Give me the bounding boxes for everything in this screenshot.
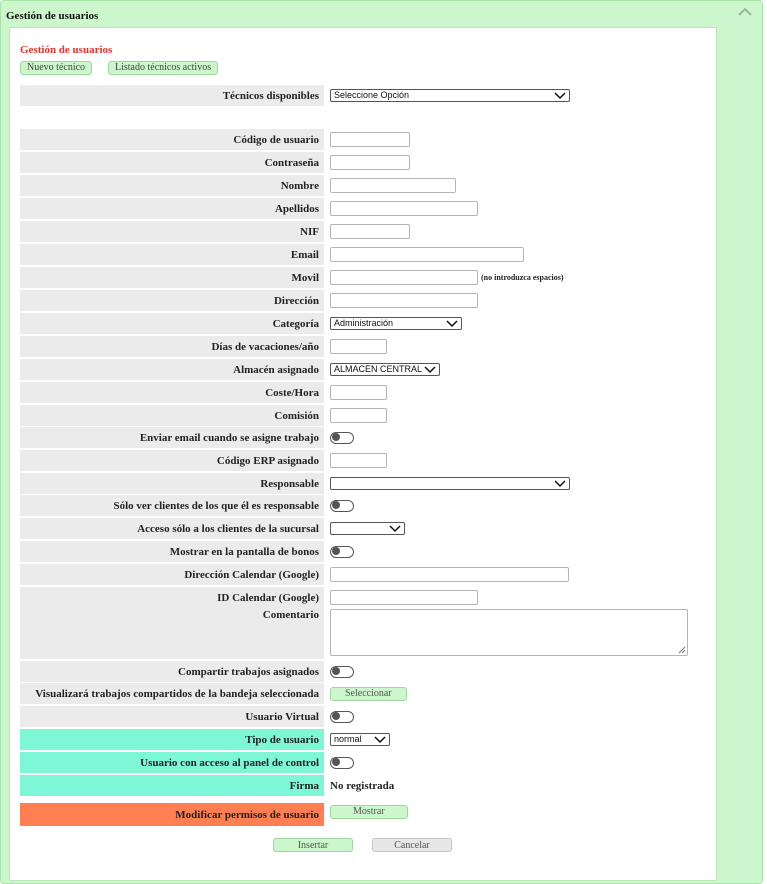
dias-input[interactable] — [330, 339, 387, 354]
row-nombre — [20, 175, 710, 196]
label-visualizara: Visualizará trabajos compartidos de la bandeja seleccionada — [20, 683, 324, 704]
row-modificar-permisos — [20, 803, 710, 826]
responsable-select[interactable] — [330, 477, 570, 490]
chevron-down-icon — [446, 319, 458, 328]
row-compartir — [20, 661, 710, 682]
codigo-erp-input[interactable] — [330, 453, 387, 468]
direccion-input[interactable] — [330, 293, 478, 308]
label-responsable: Responsable — [20, 473, 324, 494]
label-firma: Firma — [20, 775, 324, 796]
codigo-input[interactable] — [330, 132, 410, 147]
label-nombre: Nombre — [20, 175, 324, 196]
row-acceso-sucursal — [20, 518, 710, 539]
toggle-knob — [332, 547, 340, 555]
label-comentario: Comentario — [20, 606, 324, 659]
label-dir-calendar: Dirección Calendar (Google) — [20, 564, 324, 585]
coste-input[interactable] — [330, 385, 387, 400]
label-contrasena: Contraseña — [20, 152, 324, 173]
nombre-input[interactable] — [330, 178, 456, 193]
label-compartir: Compartir trabajos asignados — [20, 661, 324, 682]
usuario-virtual-toggle[interactable] — [330, 711, 354, 723]
mostrar-button[interactable]: Mostrar — [330, 805, 408, 819]
row-acceso-panel — [20, 752, 710, 773]
row-email — [20, 244, 710, 265]
row-solo-ver — [20, 495, 710, 516]
row-usuario-virtual — [20, 706, 710, 727]
firma-value: No registrada — [330, 779, 395, 792]
panel-title: Gestión de usuarios — [6, 10, 99, 22]
row-apellidos — [20, 198, 710, 219]
label-nif: NIF — [20, 221, 324, 242]
row-id-calendar — [20, 587, 710, 608]
row-categoria — [20, 313, 710, 334]
label-tipo-usuario: Tipo de usuario — [20, 729, 324, 750]
row-codigo — [20, 129, 710, 150]
movil-input[interactable] — [330, 270, 478, 285]
movil-note: (no introduzca espacios) — [481, 273, 564, 282]
new-technician-button[interactable]: Nuevo técnico — [20, 61, 92, 75]
cancelar-button[interactable]: Cancelar — [372, 838, 452, 852]
label-modificar-permisos: Modificar permisos de usuario — [20, 803, 324, 826]
nif-input[interactable] — [330, 224, 410, 239]
row-movil — [20, 267, 710, 288]
chevron-down-icon — [424, 365, 436, 374]
solo-ver-toggle[interactable] — [330, 500, 354, 512]
tipo-usuario-select[interactable]: normal — [330, 733, 390, 746]
chevron-down-icon — [389, 524, 401, 533]
row-firma — [20, 775, 710, 796]
label-codigo-erp: Código ERP asignado — [20, 450, 324, 471]
row-comentario — [20, 606, 710, 659]
dir-calendar-input[interactable] — [330, 567, 569, 582]
enviar-email-toggle[interactable] — [330, 432, 354, 444]
row-codigo-erp — [20, 450, 710, 471]
label-dias: Días de vacaciones/año — [20, 336, 324, 357]
chevron-down-icon — [374, 735, 386, 744]
acceso-sucursal-select[interactable] — [330, 522, 405, 535]
row-nif — [20, 221, 710, 242]
apellidos-input[interactable] — [330, 201, 478, 216]
label-apellidos: Apellidos — [20, 198, 324, 219]
comision-input[interactable] — [330, 408, 387, 423]
label-tecnicos: Técnicos disponibles — [20, 85, 324, 106]
label-mostrar-bonos: Mostrar en la pantalla de bonos — [20, 541, 324, 562]
toggle-knob — [332, 667, 340, 675]
toggle-knob — [332, 501, 340, 509]
label-almacen: Almacén asignado — [20, 359, 324, 380]
active-technicians-list-button[interactable]: Listado técnicos activos — [108, 61, 218, 75]
label-enviar-email: Enviar email cuando se asigne trabajo — [20, 427, 324, 448]
section-title: Gestión de usuarios — [20, 44, 113, 56]
label-categoria: Categoría — [20, 313, 324, 334]
almacen-select[interactable]: ALMACEN CENTRAL — [330, 363, 440, 376]
label-acceso-panel: Usuario con acceso al panel de control — [20, 752, 324, 773]
label-id-calendar: ID Calendar (Google) — [20, 587, 324, 608]
row-tipo-usuario — [20, 729, 710, 750]
insertar-button[interactable]: Insertar — [273, 838, 353, 852]
row-almacen — [20, 359, 710, 380]
email-input[interactable] — [330, 247, 524, 262]
label-usuario-virtual: Usuario Virtual — [20, 706, 324, 727]
chevron-up-icon[interactable] — [738, 7, 752, 17]
id-calendar-input[interactable] — [330, 590, 478, 605]
row-tecnicos — [20, 85, 710, 106]
label-direccion: Dirección — [20, 290, 324, 311]
row-contrasena — [20, 152, 710, 173]
row-dias — [20, 336, 710, 357]
row-coste — [20, 382, 710, 403]
toggle-knob — [332, 758, 340, 766]
row-direccion — [20, 290, 710, 311]
row-mostrar-bonos — [20, 541, 710, 562]
label-coste: Coste/Hora — [20, 382, 324, 403]
row-responsable — [20, 473, 710, 494]
row-enviar-email — [20, 427, 710, 448]
toggle-knob — [332, 433, 340, 441]
toggle-knob — [332, 712, 340, 720]
tecnicos-select[interactable]: Seleccione Opción — [330, 89, 570, 102]
seleccionar-button[interactable]: Seleccionar — [330, 687, 407, 701]
row-comision — [20, 405, 710, 426]
mostrar-bonos-toggle[interactable] — [330, 546, 354, 558]
compartir-toggle[interactable] — [330, 666, 354, 678]
label-acceso-sucursal: Acceso sólo a los clientes de la sucursal — [20, 518, 324, 539]
form-container — [9, 27, 717, 881]
label-codigo: Código de usuario — [20, 129, 324, 150]
label-email: Email — [20, 244, 324, 265]
acceso-panel-toggle[interactable] — [330, 757, 354, 769]
row-dir-calendar — [20, 564, 710, 585]
categoria-select[interactable]: Administración — [330, 317, 462, 330]
resize-grip-icon[interactable] — [678, 646, 686, 654]
label-movil: Movil — [20, 267, 324, 288]
label-comision: Comisión — [20, 405, 324, 426]
row-visualizara — [20, 683, 710, 704]
password-input[interactable] — [330, 155, 410, 170]
chevron-down-icon — [554, 91, 566, 100]
chevron-down-icon — [554, 479, 566, 488]
comentario-textarea[interactable] — [330, 609, 688, 656]
label-solo-ver: Sólo ver clientes de los que él es responsable — [20, 495, 324, 516]
